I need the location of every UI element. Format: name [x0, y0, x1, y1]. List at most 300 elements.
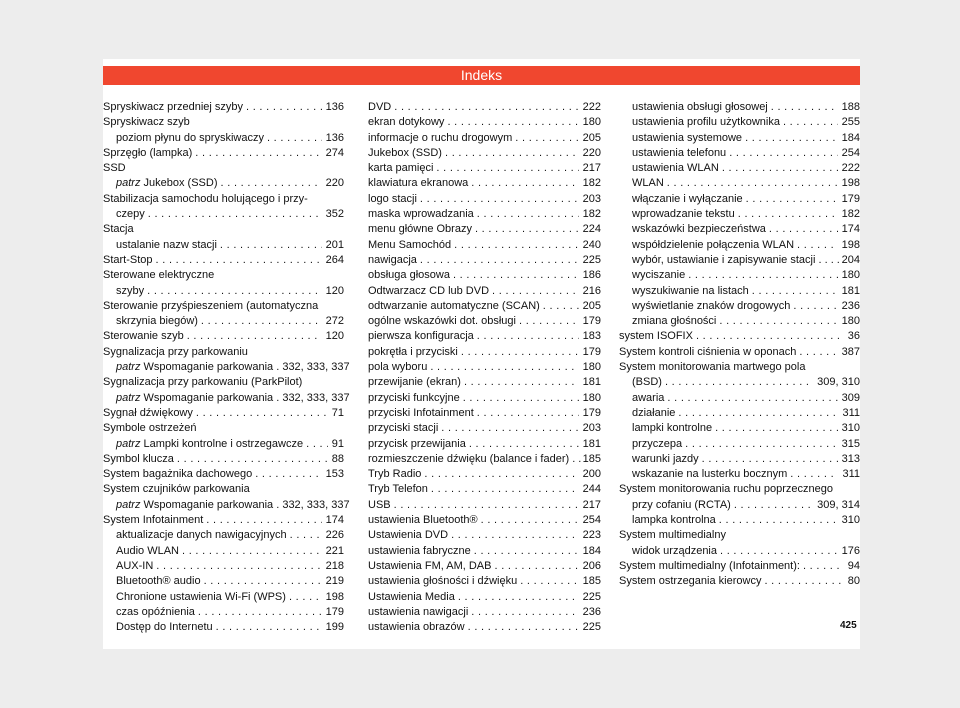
index-entry-text: wskazówki bezpieczeństwa: [632, 223, 766, 236]
index-entry-text: Ustawienia Media: [368, 590, 455, 603]
index-entry-text: Sprzęgło (lampka): [103, 146, 193, 159]
index-entry-page: 225: [582, 253, 601, 266]
index-entry: [103, 238, 344, 253]
index-entry-page: 153: [325, 468, 344, 481]
index-entry: [368, 207, 601, 222]
index-entry-term: [632, 284, 749, 299]
index-entry-term: [368, 605, 468, 620]
index-entry-term: [632, 299, 790, 314]
index-entry: [368, 498, 601, 513]
index-heading: Stacja: [103, 223, 134, 236]
dot-leader: [790, 467, 838, 482]
index-entry-term: [368, 590, 455, 605]
index-entry-text: ustawienia systemowe: [632, 131, 743, 144]
index-entry-term: [116, 360, 350, 375]
index-entry-text: USB: [368, 498, 391, 511]
page-number: 425: [840, 620, 857, 631]
index-entry: [103, 146, 344, 161]
index-entry-text: obsługa głosowa: [368, 269, 450, 282]
index-entry: [103, 528, 344, 543]
index-entry: [368, 131, 601, 146]
index-entry-page: 179: [325, 605, 344, 618]
index-entry-text: warunki jazdy: [632, 452, 699, 465]
dot-leader: [715, 421, 838, 436]
dot-leader: [803, 559, 844, 574]
index-entry-text: ustawienia obsługi głosowej: [632, 101, 768, 113]
index-entry-page: 254: [582, 514, 601, 527]
index-entry-term: [116, 528, 287, 543]
index-entry-text: pierwsza konfiguracja: [368, 330, 474, 343]
index-entry: [619, 207, 860, 222]
index-entry-term: [368, 192, 417, 207]
index-entry-page: 225: [582, 590, 601, 603]
index-entry: [368, 391, 601, 406]
index-entry-term: [116, 437, 303, 452]
index-entry-text: AUX-IN: [116, 559, 154, 572]
index-entry: [103, 605, 344, 620]
dot-leader: [447, 115, 578, 130]
index-entry-term: [368, 528, 448, 543]
index-entry-text: Dostęp do Internetu: [116, 621, 213, 634]
index-entry: [103, 314, 344, 329]
dot-leader: [290, 528, 322, 543]
index-entry-term: [103, 253, 153, 268]
index-entry-term: [116, 590, 286, 605]
dot-leader: [221, 176, 322, 191]
index-entry-text: przyciski stacji: [368, 422, 439, 435]
index-entry-text: logo stacji: [368, 192, 417, 205]
index-entry-text: Audio WLAN: [116, 544, 179, 557]
index-entry: [368, 360, 601, 375]
index-entry-term: [368, 222, 472, 237]
index-entry-text: Sterowanie szyb: [103, 330, 184, 343]
index-entry-text: awaria: [632, 391, 665, 404]
index-entry-text: Jukebox (SSD): [143, 177, 218, 190]
dot-leader: [156, 253, 322, 268]
index-entry-term: [116, 131, 264, 146]
index-entry-page: 222: [841, 162, 860, 175]
index-entry-term: [632, 222, 766, 237]
dot-leader: [187, 329, 322, 344]
index-entry-term: [632, 207, 735, 222]
index-entry-text: Wspomaganie parkowania . 332, 333, 337: [143, 361, 350, 374]
index-entry-text: ustawienia Bluetooth®: [368, 514, 478, 527]
index-entry-term: [619, 559, 800, 574]
index-entry-text: czepy: [116, 208, 145, 221]
index-entry-page: 185: [582, 575, 601, 588]
index-entry-text: aktualizacje danych nawigacyjnych: [116, 529, 287, 542]
index-entry-term: [368, 100, 391, 115]
index-entry: [368, 176, 601, 191]
index-entry-text: Menu Samochód: [368, 238, 452, 251]
index-entry-page: 180: [582, 391, 601, 404]
index-entry-text: ustawienia WLAN: [632, 162, 719, 175]
index-entry-page: 222: [582, 101, 601, 113]
index-entry-text: menu główne Obrazy: [368, 223, 472, 236]
index-entry: [619, 559, 860, 574]
index-entry-page: 174: [841, 223, 860, 236]
index-entry-page: 352: [325, 208, 344, 221]
dot-leader: [453, 268, 579, 283]
index-entry: [619, 498, 860, 513]
index-entry-term: [632, 100, 768, 115]
index-entry: [368, 482, 601, 497]
index-entry-term: [368, 544, 471, 559]
index-entry-page: 94: [847, 559, 860, 572]
dot-leader: [734, 498, 813, 513]
index-entry-term: [632, 146, 726, 161]
index-entry-text: przyciski funkcyjne: [368, 391, 460, 404]
index-column-2: [368, 100, 601, 635]
index-entry-page: 182: [582, 208, 601, 221]
index-entry-page: 198: [841, 238, 860, 251]
index-entry-text: informacje o ruchu drogowym: [368, 131, 513, 144]
index-entry-page: 217: [582, 498, 601, 511]
dot-leader: [464, 375, 579, 390]
dot-leader: [719, 513, 838, 528]
index-entry-page: 311: [842, 406, 860, 419]
index-entry: [619, 161, 860, 176]
index-entry: [368, 345, 601, 360]
index-entry-text: szyby: [116, 284, 145, 297]
dot-leader: [394, 498, 579, 513]
dot-leader: [752, 284, 838, 299]
index-entry: [619, 284, 860, 299]
dot-leader: [696, 329, 844, 344]
dot-leader: [420, 192, 579, 207]
index-entry-text: Jukebox (SSD): [368, 146, 442, 159]
index-entry-term: [632, 131, 742, 146]
index-entry-term: [103, 406, 193, 421]
index-entry-page: 205: [582, 131, 601, 144]
index-entry-term: [619, 574, 761, 589]
index-entry-term: [632, 375, 662, 390]
index-entry-term: [116, 238, 217, 253]
index-entry-page: 179: [582, 315, 601, 328]
index-entry: [368, 100, 601, 115]
index-entry-page: 236: [841, 299, 860, 312]
dot-leader: [182, 544, 322, 559]
index-entry-text: ekran dotykowy: [368, 116, 445, 129]
index-entry-page: 188: [841, 101, 860, 113]
dot-leader: [688, 268, 837, 283]
index-entry-term: [116, 498, 350, 513]
index-entry-page: 80: [847, 575, 860, 588]
index-entry-text: Spryskiwacz przedniej szyby: [103, 101, 243, 113]
index-entry-term: [368, 421, 438, 436]
index-entry-page: 315: [841, 437, 860, 450]
index-entry-term: [368, 329, 474, 344]
dot-leader: [451, 528, 579, 543]
index-entry-text: Wspomaganie parkowania . 332, 333, 337: [143, 498, 350, 511]
index-entry-text: System bagażnika dachowego: [103, 468, 253, 481]
dot-leader: [471, 176, 578, 191]
dot-leader: [431, 482, 579, 497]
dot-leader: [797, 238, 838, 253]
index-entry-text: współdzielenie połączenia WLAN: [632, 238, 795, 251]
index-entry-text: czas opóźnienia: [116, 605, 195, 618]
index-entry-text: lampki kontrolne: [632, 422, 713, 435]
dot-leader: [520, 574, 578, 589]
index-entry-term: [103, 100, 243, 115]
index-entry: [103, 284, 344, 299]
index-entry-page: 198: [325, 590, 344, 603]
dot-leader: [216, 620, 322, 635]
index-entry-term: [368, 498, 391, 513]
index-entry-page: 184: [841, 131, 860, 144]
index-entry-text: system ISOFIX: [619, 330, 693, 343]
index-entry-term: [368, 437, 466, 452]
index-entry: [619, 375, 860, 390]
index-entry-page: 181: [582, 376, 601, 389]
index-entry: [619, 574, 860, 589]
index-entry: [368, 253, 601, 268]
index-entry: [619, 437, 860, 452]
index-entry-term: [116, 559, 153, 574]
index-entry-text: Start-Stop: [103, 253, 153, 266]
dot-leader: [745, 131, 838, 146]
dot-leader: [719, 314, 837, 329]
dot-leader: [289, 590, 322, 605]
index-entry-page: 236: [582, 605, 601, 618]
index-entry: [619, 345, 860, 360]
index-entry-text: przy cofaniu (RCTA): [632, 498, 731, 511]
index-entry-page: 136: [325, 131, 344, 144]
dot-leader: [156, 559, 321, 574]
dot-leader: [793, 299, 837, 314]
index-entry-page: 200: [582, 468, 601, 481]
index-entry-text: Lampki kontrolne i ostrzegawcze: [143, 437, 304, 450]
index-entry-term: [103, 467, 252, 482]
index-entry: [619, 329, 860, 344]
index-entry-term: [368, 375, 461, 390]
index-entry-page: 136: [325, 101, 344, 113]
index-heading: Spryskiwacz szyb: [103, 116, 190, 129]
index-entry: [619, 253, 860, 268]
index-entry-term: [632, 115, 780, 130]
dot-leader: [678, 406, 838, 421]
index-entry-text: maska wprowadzania: [368, 208, 474, 221]
index-entry: [368, 620, 601, 635]
index-entry-page: 91: [331, 437, 344, 450]
index-entry-text: klawiatura ekranowa: [368, 177, 469, 190]
index-entry-term: [632, 268, 685, 283]
index-entry-page: 309, 314: [817, 498, 860, 511]
index-entry-term: [368, 345, 458, 360]
index-entry-text: System kontroli ciśnienia w oponach: [619, 345, 797, 358]
index-entry-page: 309, 310: [817, 376, 860, 389]
index-entry-term: [368, 467, 421, 482]
index-entry: [368, 284, 601, 299]
index-entry-text: ustawienia obrazów: [368, 621, 465, 634]
see-reference-label: patrz: [116, 391, 141, 404]
dot-leader: [463, 391, 579, 406]
index-entry-term: [368, 299, 540, 314]
dot-leader: [515, 131, 578, 146]
index-entry: [368, 329, 601, 344]
index-entry: [103, 590, 344, 605]
index-heading: System monitorowania martwego pola: [619, 361, 806, 374]
index-entry-page: 88: [331, 452, 344, 465]
index-entry: [619, 391, 860, 406]
dot-leader: [492, 284, 579, 299]
index-entry: [619, 192, 860, 207]
index-entry: [619, 176, 860, 191]
dot-leader: [454, 238, 578, 253]
index-entry-page: 186: [582, 269, 601, 282]
index-entry-text: ustawienia głośności i dźwięku: [368, 575, 518, 588]
index-entry-term: [368, 559, 491, 574]
dot-leader: [206, 513, 321, 528]
index-entry-text: Wspomaganie parkowania . 332, 333, 337: [143, 391, 350, 404]
index-entry-term: [368, 574, 517, 589]
index-entry-page: 220: [325, 177, 344, 190]
index-entry-term: [116, 284, 144, 299]
index-entry-text: Ustawienia DVD: [368, 529, 449, 542]
index-entry-page: 180: [582, 116, 601, 129]
see-reference-label: patrz: [116, 177, 141, 190]
dot-leader: [667, 176, 838, 191]
index-entry-page: 310: [841, 514, 860, 527]
dot-leader: [783, 115, 838, 130]
index-entry-page: 309: [841, 391, 860, 404]
index-entry-page: 206: [582, 559, 601, 572]
index-entry: [368, 590, 601, 605]
index-entry-term: [632, 176, 664, 191]
index-entry-term: [619, 345, 796, 360]
index-entry: [103, 131, 344, 146]
dot-leader: [746, 192, 838, 207]
dot-leader: [306, 437, 328, 452]
index-entry-text: Tryb Telefon: [368, 483, 428, 496]
index-entry-page: 182: [582, 177, 601, 190]
dot-leader: [481, 513, 579, 528]
index-entry-text: wprowadzanie tekstu: [632, 208, 735, 221]
index-entry-page: 244: [582, 483, 601, 496]
dot-leader: [477, 207, 579, 222]
see-reference-label: patrz: [116, 498, 141, 511]
index-entry-text: Chronione ustawienia Wi-Fi (WPS): [116, 590, 286, 603]
index-entry-text: pokrętła i przyciski: [368, 345, 458, 358]
index-entry-text: pola wyboru: [368, 361, 428, 374]
dot-leader: [469, 437, 579, 452]
index-entry: [368, 146, 601, 161]
dot-leader: [201, 314, 322, 329]
index-entry-term: [368, 161, 433, 176]
index-entry-text: Tryb Radio: [368, 468, 422, 481]
index-entry-page: 180: [841, 315, 860, 328]
index-entry: [103, 559, 344, 574]
index-entry-page: 226: [325, 529, 344, 542]
dot-leader: [441, 421, 578, 436]
index-entry-page: 216: [582, 284, 601, 297]
index-entry-text: ustawienia profilu użytkownika: [632, 116, 780, 129]
dot-leader: [468, 620, 579, 635]
index-entry-text: System Infotainment: [103, 514, 204, 527]
index-entry-page: 221: [325, 544, 344, 557]
index-entry-text: DVD: [368, 101, 392, 113]
index-heading: SSD: [103, 162, 126, 175]
index-entry-text: ustawienia fabryczne: [368, 544, 471, 557]
index-entry-text: działanie: [632, 406, 676, 419]
index-entry-term: [632, 192, 743, 207]
index-entry-text: ustawienia telefonu: [632, 146, 727, 159]
see-reference-label: patrz: [116, 437, 141, 450]
index-entry-term: [103, 146, 192, 161]
index-entry-text: zmiana głośności: [632, 315, 717, 328]
dot-leader: [436, 161, 578, 176]
index-entry-term: [116, 574, 201, 589]
index-entry-page: 219: [325, 575, 344, 588]
index-entry-term: [368, 207, 474, 222]
index-entry-term: [632, 253, 840, 268]
index-entry: [619, 238, 860, 253]
dot-leader: [702, 452, 838, 467]
index-entry-term: [368, 253, 417, 268]
index-entry-text: odtwarzanie automatyczne (SCAN): [368, 299, 540, 312]
dot-leader: [420, 253, 579, 268]
index-entry: [619, 146, 860, 161]
index-entry: [368, 544, 601, 559]
dot-leader: [147, 284, 322, 299]
index-entry-term: [368, 452, 581, 467]
dot-leader: [196, 406, 328, 421]
index-entry-page: 184: [582, 544, 601, 557]
index-entry-page: 201: [325, 238, 344, 251]
index-entry-term: [632, 513, 716, 528]
index-entry-term: [368, 360, 427, 375]
index-entry-text: wyświetlanie znaków drogowych: [632, 299, 791, 312]
index-entry-page: 204: [841, 253, 860, 266]
index-entry: [368, 421, 601, 436]
index-entry-text: rozmieszczenie dźwięku (balance i fader) . .: [368, 452, 582, 465]
dot-leader: [474, 544, 579, 559]
index-entry-term: [368, 620, 465, 635]
index-entry-text: karta pamięci: [368, 162, 434, 175]
index-entry-text: ustalanie nazw stacji: [116, 238, 217, 251]
index-entry-page: 179: [841, 192, 860, 205]
index-entry-text: wyciszanie: [632, 269, 686, 282]
index-entry-term: [632, 467, 787, 482]
index-entry-term: [368, 314, 516, 329]
dot-leader: [246, 100, 322, 115]
dot-leader: [430, 360, 578, 375]
dot-leader: [771, 100, 838, 115]
index-entry-text: Symbol klucza: [103, 452, 174, 465]
index-entry: [103, 498, 350, 513]
index-entry-page: 183: [582, 330, 601, 343]
dot-leader: [220, 238, 322, 253]
dot-leader: [519, 314, 579, 329]
index-entry: [368, 437, 601, 452]
index-heading: Sterowane elektryczne: [103, 269, 215, 282]
index-entry-term: [116, 544, 179, 559]
dot-leader: [729, 146, 837, 161]
index-entry-page: 310: [841, 422, 860, 435]
index-entry-term: [103, 329, 184, 344]
dot-leader: [195, 146, 321, 161]
index-entry: [368, 467, 601, 482]
dot-leader: [458, 590, 579, 605]
index-entry-text: Sygnał dźwiękowy: [103, 406, 193, 419]
dot-leader: [769, 222, 838, 237]
index-entry-term: [368, 115, 444, 130]
index-entry: [368, 115, 601, 130]
index-entry-text: przyczepa: [632, 437, 683, 450]
dot-leader: [665, 375, 813, 390]
index-entry-term: [368, 146, 442, 161]
index-entry-term: [632, 161, 719, 176]
